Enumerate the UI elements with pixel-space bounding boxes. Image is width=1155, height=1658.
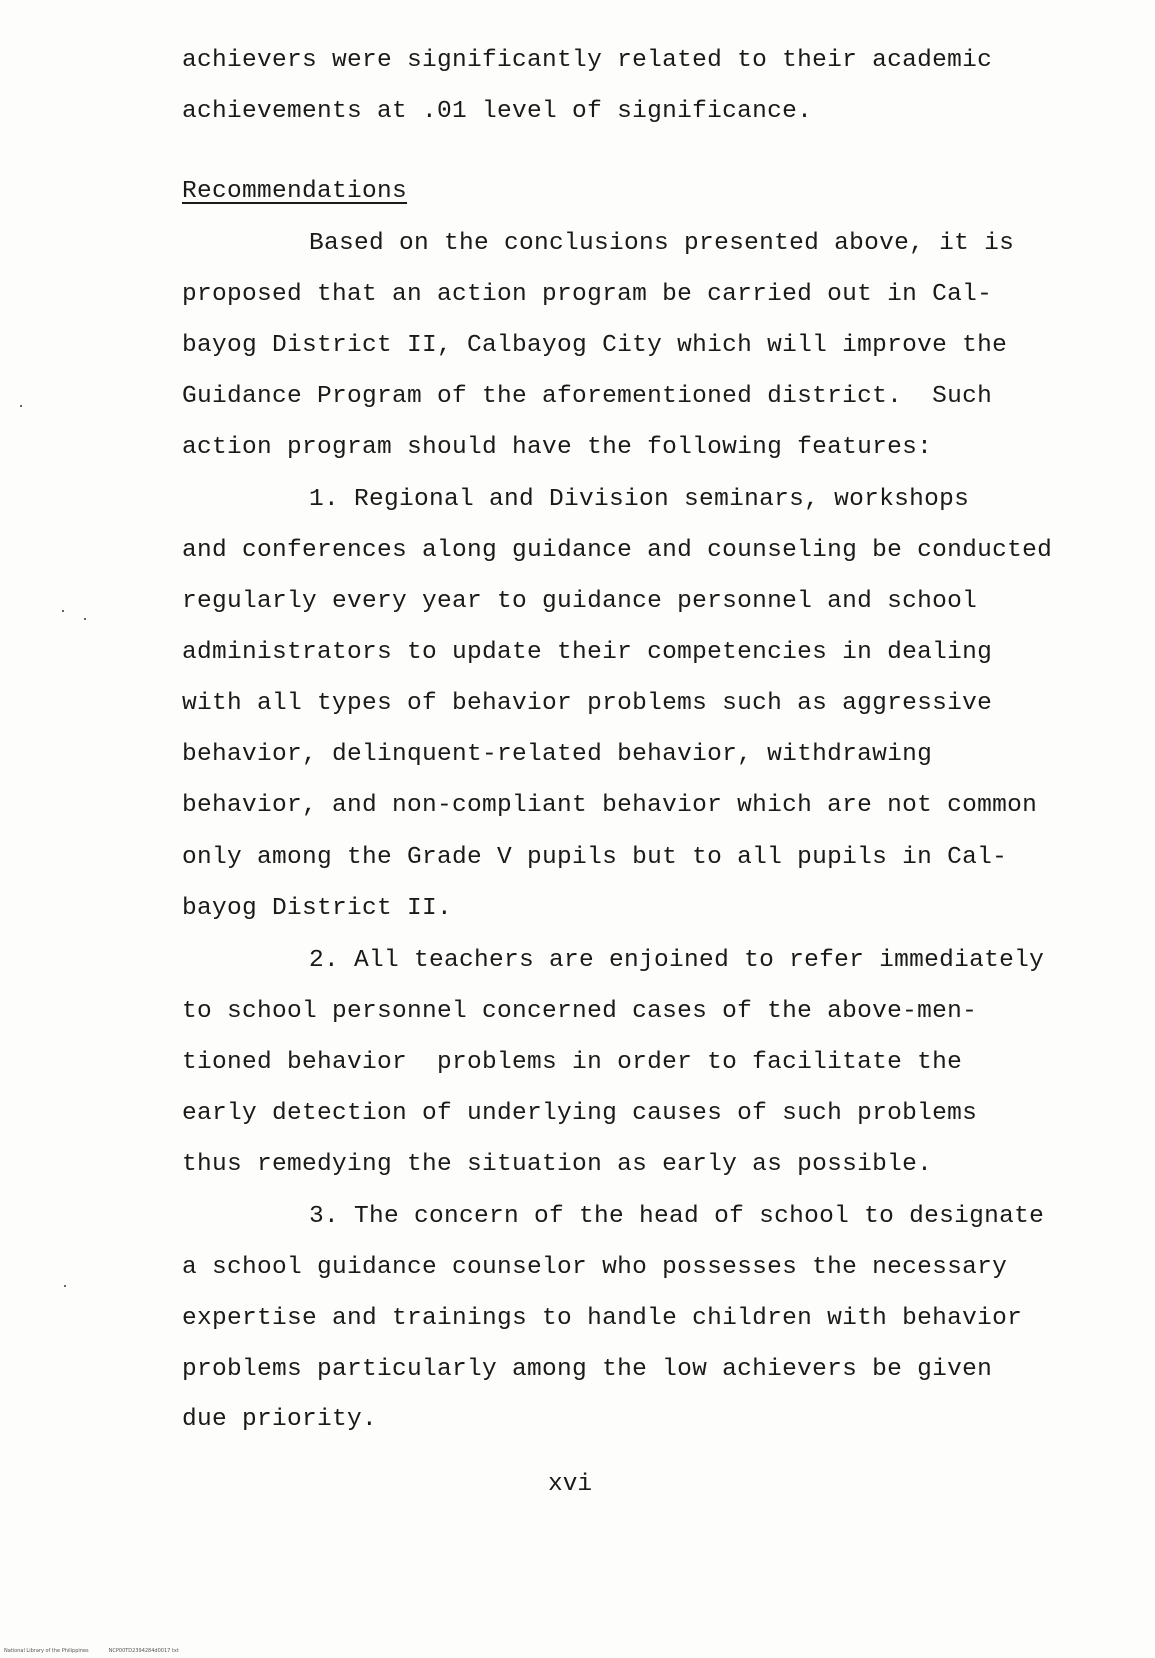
footer-library: National Library of the Philippines xyxy=(4,1648,89,1654)
page-number: xvi xyxy=(548,1471,593,1498)
section-heading: Recommendations xyxy=(182,178,408,205)
text-line: due priority. xyxy=(182,1406,378,1433)
text-line: and conferences along guidance and counseling be conducted xyxy=(182,537,1053,564)
scan-speck xyxy=(62,610,64,612)
text-line: Based on the conclusions presented above, it is xyxy=(309,230,1015,257)
list-item-2: 2. All teachers are enjoined to refer immediately xyxy=(309,947,1045,974)
scan-speck xyxy=(84,618,86,620)
scan-speck xyxy=(20,405,22,407)
text-line: only among the Grade V pupils but to all pupils in Cal- xyxy=(182,844,1008,871)
list-item-1: 1. Regional and Division seminars, workshops xyxy=(309,486,970,513)
text-line: thus remedying the situation as early as possible. xyxy=(182,1151,933,1178)
text-line: bayog District II, Calbayog City which will improve the xyxy=(182,332,1008,359)
text-line: tioned behavior problems in order to facilitate the xyxy=(182,1049,963,1076)
archive-footer xyxy=(4,1648,179,1655)
text-line: behavior, and non-compliant behavior which are not common xyxy=(182,792,1038,819)
scan-speck xyxy=(64,1285,66,1287)
text-line: achievements at .01 level of significance. xyxy=(182,98,813,125)
text-line: with all types of behavior problems such as aggressive xyxy=(182,690,993,717)
text-line: behavior, delinquent-related behavior, withdrawing xyxy=(182,741,933,768)
footer-code: NCP00TD2394284d0017 txt xyxy=(108,1648,179,1654)
text-line: a school guidance counselor who possesses the necessary xyxy=(182,1254,1008,1281)
text-line: regularly every year to guidance personnel and school xyxy=(182,588,978,615)
text-line: Guidance Program of the aforementioned district. Such xyxy=(182,383,993,410)
list-item-3: 3. The concern of the head of school to designate xyxy=(309,1203,1045,1230)
text-line: to school personnel concerned cases of the above-men- xyxy=(182,998,978,1025)
text-line: administrators to update their competencies in dealing xyxy=(182,639,993,666)
text-line: expertise and trainings to handle children with behavior xyxy=(182,1305,1023,1332)
text-line: bayog District II. xyxy=(182,895,453,922)
text-line: problems particularly among the low achievers be given xyxy=(182,1356,993,1383)
text-line: proposed that an action program be carried out in Cal- xyxy=(182,281,993,308)
text-line: early detection of underlying causes of such problems xyxy=(182,1100,978,1127)
text-line: achievers were significantly related to their academic xyxy=(182,47,993,74)
text-line: action program should have the following features: xyxy=(182,434,933,461)
